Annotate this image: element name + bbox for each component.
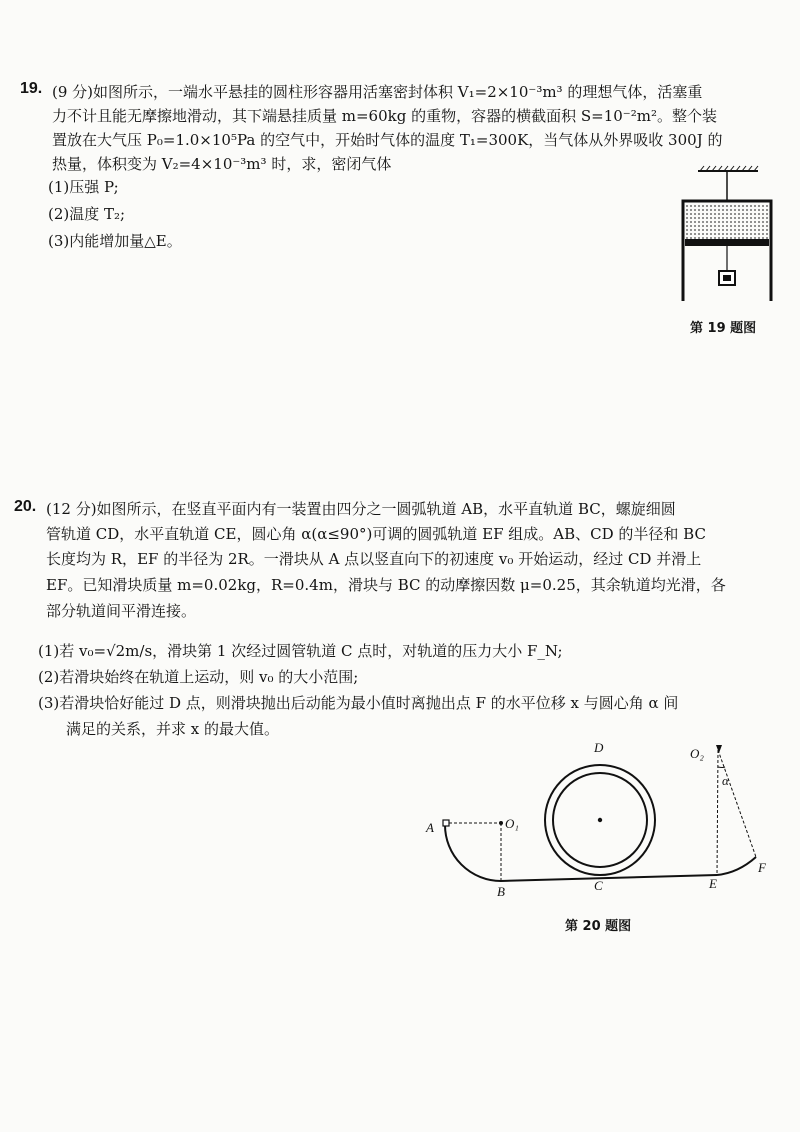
tube-center <box>598 818 602 822</box>
subquestion-3-cont: 满足的关系，并求 x 的最大值。 <box>66 720 279 738</box>
subquestion-3: (3)若滑块恰好能过 D 点，则滑块抛出后动能为最小值时离抛出点 F 的水平位移 x 与圆心角 α 间 <box>38 694 679 712</box>
gas-region <box>685 203 769 239</box>
label-O2: O₂ <box>690 746 704 761</box>
label-E: E <box>709 876 717 891</box>
label-O1: O₁ <box>505 816 519 831</box>
question-20 <box>0 490 800 950</box>
stem-line: 热量，体积变为 V₂=4×10⁻³m³ 时，求，密闭气体 <box>52 155 392 173</box>
track-BE <box>501 875 717 881</box>
arc-EF <box>717 857 756 875</box>
figure-19-cylinder-diagram <box>670 165 786 305</box>
label-A: A <box>426 820 434 835</box>
subquestion-3: (3)内能增加量△E。 <box>48 232 182 250</box>
subquestion-1: (1)若 v₀=√2m/s，滑块第 1 次经过圆管轨道 C 点时，对轨道的压力大小 F_N; <box>38 642 563 660</box>
center-O2-marker <box>716 745 722 753</box>
center-O1 <box>499 821 503 825</box>
slider-block <box>443 820 449 826</box>
stem-line: 置放在大气压 P₀=1.0×10⁵Pa 的空气中，开始时气体的温度 T₁=300K，当气体从外界吸收 300J 的 <box>52 131 723 149</box>
figure-20-caption: 第 20 题图 <box>565 919 632 934</box>
stem-line: 长度均为 R，EF 的半径为 2R。一滑块从 A 点以竖直向下的初速度 v₀ 开始运动，经过 CD 并滑上 <box>46 550 702 568</box>
stem-line: (12 分)如图所示，在竖直平面内有一装置由四分之一圆弧轨道 AB，水平直轨道 BC，螺旋细圆 <box>46 500 676 518</box>
weight-core <box>723 275 731 281</box>
stem-line: (9 分)如图所示，一端水平悬挂的圆柱形容器用活塞密封体积 V₁=2×10⁻³m³ 的理想气体，活塞重 <box>52 83 703 101</box>
figure-20-track-diagram <box>420 735 790 895</box>
stem-line: 部分轨道间平滑连接。 <box>46 602 197 620</box>
question-19 <box>0 0 800 360</box>
figure-19-caption: 第 19 题图 <box>690 321 757 336</box>
radius-O2F <box>718 750 756 857</box>
subquestion-1: (1)压强 P; <box>48 178 119 196</box>
angle-alpha-arc <box>718 767 725 768</box>
question-stem <box>46 498 796 628</box>
label-F: F <box>758 860 766 875</box>
subquestion-list <box>38 640 798 750</box>
subquestion-list <box>48 176 448 256</box>
label-D: D <box>594 740 604 755</box>
stem-line: 力不计且能无摩擦地滑动，其下端悬挂质量 m=60kg 的重物，容器的横截面积 S=10⁻²m²。整个装 <box>52 107 717 125</box>
label-C: C <box>594 878 603 893</box>
question-number: 20. <box>14 498 37 515</box>
label-alpha: α <box>722 773 729 788</box>
subquestion-2: (2)若滑块始终在轨道上运动，则 v₀ 的大小范围; <box>38 668 359 686</box>
stem-line: EF。已知滑块质量 m=0.02kg，R=0.4m，滑块与 BC 的动摩擦因数 μ=0.25，其余轨道均光滑，各 <box>46 576 726 594</box>
label-B: B <box>497 884 505 899</box>
radius-O2E <box>717 750 718 875</box>
arc-AB <box>445 825 501 881</box>
question-number: 19. <box>20 80 43 97</box>
stem-line: 管轨道 CD，水平直轨道 CE，圆心角 α(α≤90°)可调的圆弧轨道 EF 组成。AB、CD 的半径和 BC <box>46 525 706 543</box>
piston <box>685 239 769 246</box>
subquestion-2: (2)温度 T₂; <box>48 205 126 223</box>
